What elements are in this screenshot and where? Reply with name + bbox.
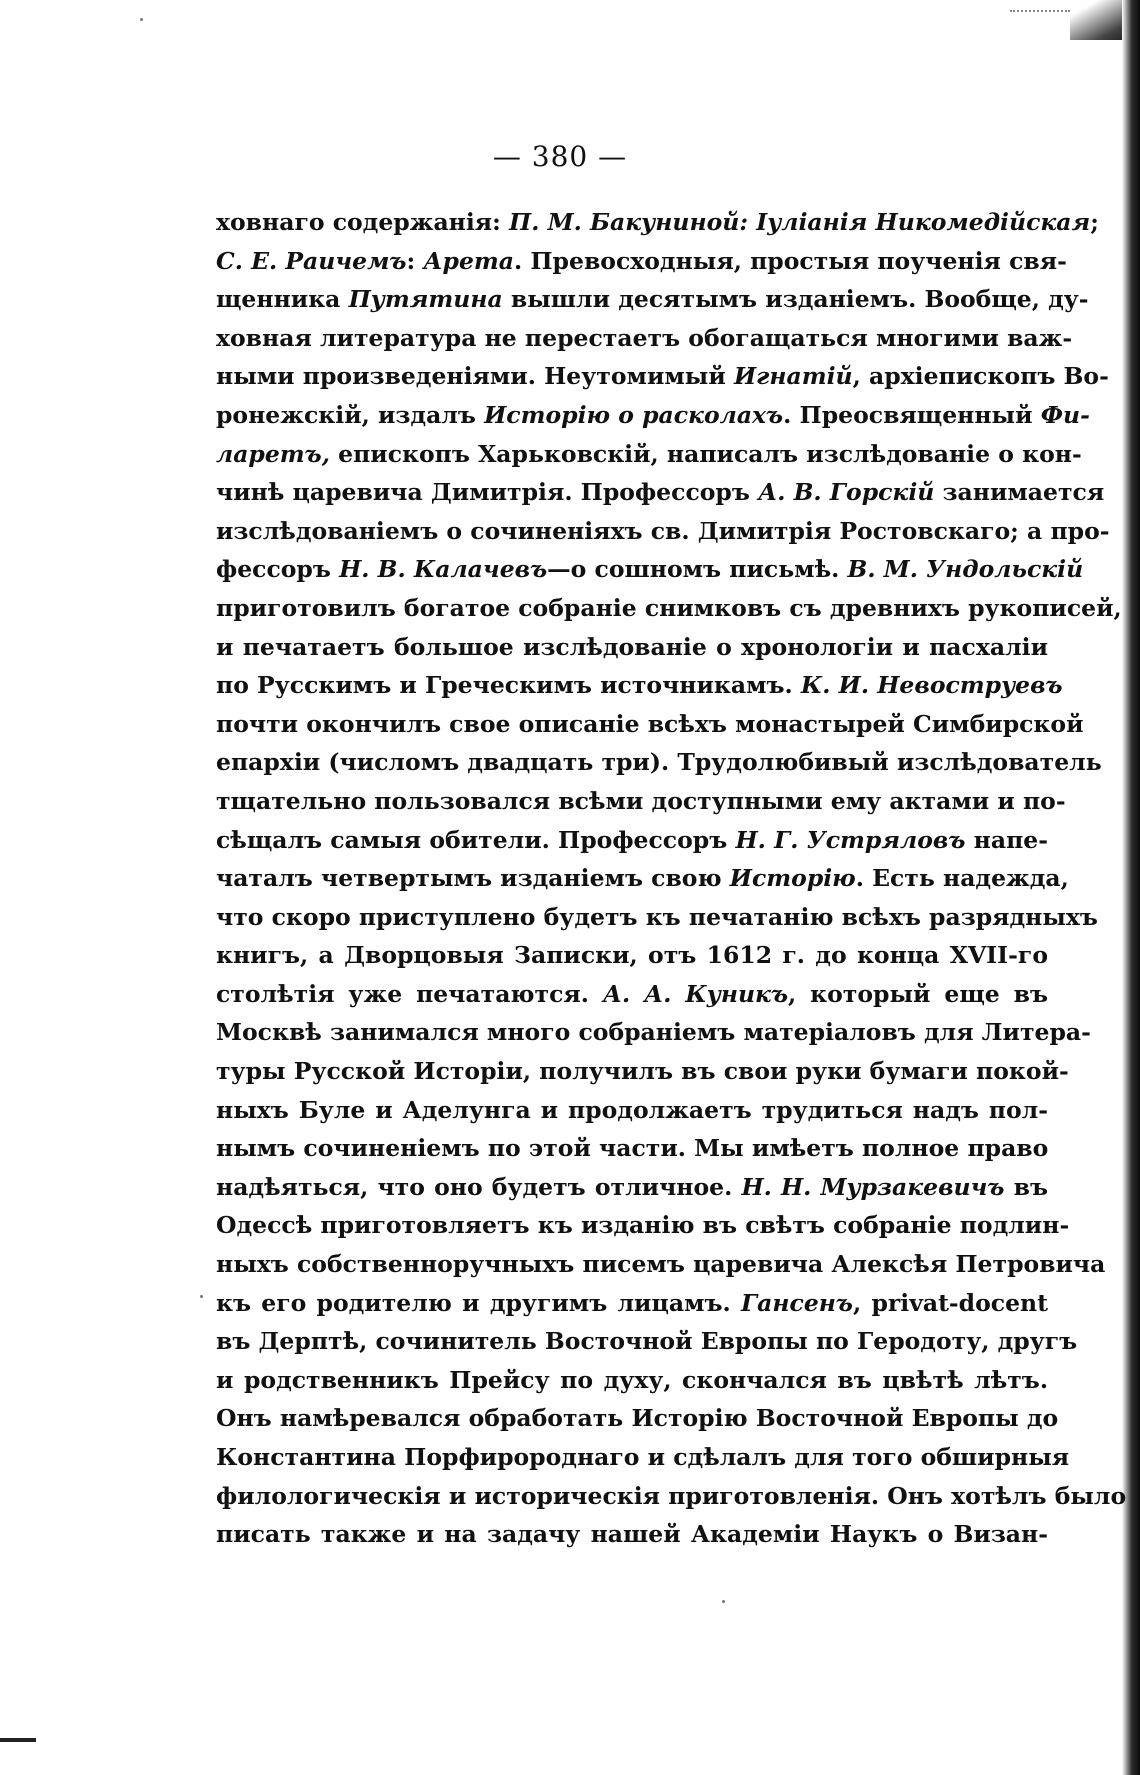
text-segment: , архіепископъ Во- [852, 362, 1109, 391]
text-line [216, 1399, 1059, 1438]
text-segment: почти окончилъ свое описаніе всѣхъ монастырей Симбирской [216, 709, 1084, 738]
text-segment-italic: Арета [423, 246, 514, 275]
text-segment-italic: Н. Н. Мурзакевичъ [741, 1172, 1005, 1201]
text-segment: тщательно пользовался всѣми доступными ему актами и по- [216, 786, 1066, 815]
text-line [216, 357, 1109, 396]
text-segment: чаталъ четвертымъ изданіемъ свою [216, 864, 730, 893]
text-segment: ными произведеніями. Неутомимый [216, 362, 734, 391]
body-text [216, 203, 1127, 1554]
text-segment: ронежскій, издалъ [216, 400, 485, 429]
text-segment-italic: С. Е. Раичемъ [216, 246, 407, 275]
text-segment: вышли десятымъ изданіемъ. Вообще, ду- [502, 285, 1089, 314]
scan-edge-dots [1010, 10, 1070, 14]
text-segment: писать также и на задачу нашей Академіи Наукъ о Визан- [216, 1520, 1048, 1549]
text-line [216, 473, 1105, 512]
text-segment: надѣяться, что оно будетъ отличное. [216, 1172, 742, 1201]
text-segment: ховная литература не перестаетъ обогащаться многими важ- [216, 323, 1073, 352]
text-segment-italic: К. И. Невоструевъ [800, 671, 1063, 700]
text-segment: . Превосходныя, простыя поученія свя- [514, 246, 1067, 275]
text-segment: сѣщалъ самыя обители. Профессоръ [216, 825, 736, 854]
text-line [216, 1438, 1070, 1477]
text-line [216, 1091, 1048, 1130]
text-line [216, 898, 1098, 937]
text-segment-italic: Н. В. Калачевъ [339, 555, 548, 584]
text-line [216, 1052, 1069, 1091]
text-segment-italic: А. А. Куникъ [602, 979, 789, 1008]
text-segment: ховнаго содержанія: [216, 208, 510, 236]
page-number: — 380 — [492, 140, 628, 173]
text-segment: Константина Порфиророднаго и сдѣлалъ для того обширныя [216, 1443, 1070, 1471]
text-line [216, 859, 1069, 898]
text-line [216, 1284, 1048, 1323]
text-segment: столѣтія уже печатаются. [216, 979, 603, 1008]
text-line [216, 203, 1099, 242]
text-segment: Москвѣ занимался много собраніемъ матеріаловъ для Литера- [216, 1018, 1091, 1047]
scan-speck [722, 1600, 725, 1603]
text-segment: фессоръ [216, 555, 340, 584]
text-segment: Одессѣ приготовляетъ къ изданію въ свѣтъ собраніе подлин- [216, 1211, 1070, 1240]
text-line [216, 589, 1122, 628]
text-segment-italic: Исторію [729, 864, 856, 893]
text-line [216, 512, 1110, 551]
text-segment: что скоро приступлено будетъ къ печатанію всѣхъ разрядныхъ [216, 902, 1098, 931]
text-line [216, 1168, 1048, 1207]
text-segment-italic: Путятина [348, 285, 503, 314]
scan-speck [200, 1295, 203, 1298]
text-line [216, 975, 1048, 1014]
text-line [216, 550, 1084, 589]
text-line [216, 743, 1102, 782]
text-segment-italic: Фи- [1040, 400, 1090, 429]
text-line [216, 242, 1067, 281]
text-segment-italic: Н. Г. Устряловъ [735, 825, 966, 854]
text-segment: занимается [934, 478, 1105, 507]
text-segment: , privat-docent [853, 1288, 1048, 1317]
text-segment-italic: В. М. Ундольскій [847, 555, 1084, 584]
text-line [216, 1206, 1070, 1245]
text-segment-italic: ларетъ, [216, 439, 330, 468]
text-segment: —о сошномъ письмѣ. [547, 555, 848, 584]
text-segment: къ его родителю и другимъ лицамъ. [216, 1288, 741, 1317]
text-line [216, 628, 1048, 667]
text-segment: щенника [216, 285, 349, 314]
text-segment-italic: Гансенъ [740, 1288, 854, 1317]
text-segment: и печатаетъ большое изслѣдованіе о хронологіи и пасхаліи [216, 632, 1048, 661]
text-segment: ныхъ Буле и Аделунга и продолжаетъ трудиться надъ пол- [216, 1095, 1048, 1124]
text-line [216, 1322, 1078, 1361]
text-line [216, 1245, 1106, 1284]
text-line [216, 319, 1073, 358]
text-segment: епископъ Харьковскій, написалъ изслѣдованіе о кон- [329, 439, 1082, 468]
text-segment: въ Дерптѣ, сочинитель Восточной Европы по Геродоту, другъ [216, 1327, 1078, 1356]
text-line [216, 435, 1082, 474]
text-segment: епархіи (числомъ двадцать три). Трудолюбивый изслѣдователь [216, 748, 1102, 777]
text-segment-italic: Игнатій [733, 362, 853, 391]
text-segment: : [406, 246, 424, 275]
text-segment: чинѣ царевича Димитрія. Профессоръ [216, 478, 759, 507]
text-segment: Онъ намѣревался обработать Исторію Восточной Европы до [216, 1404, 1059, 1433]
text-segment: приготовилъ богатое собраніе снимковъ съ древнихъ рукописей, [216, 593, 1122, 622]
text-segment-italic: П. М. Бакуниной: Іуліанія Никомедійская [509, 208, 1091, 236]
scan-edge-mark-bottom-left [0, 1738, 36, 1742]
text-line [216, 1013, 1091, 1052]
text-segment-italic: Исторію о расколахъ [484, 400, 784, 429]
text-line [216, 1477, 1127, 1516]
text-line [216, 936, 1048, 975]
text-line [216, 1129, 1048, 1168]
text-line [216, 821, 1048, 860]
text-line [216, 782, 1066, 821]
text-segment: . Есть надежда, [855, 864, 1069, 893]
text-line [216, 396, 1090, 435]
scan-speck [140, 18, 143, 21]
text-segment-italic: А. В. Горскій [758, 478, 935, 507]
text-segment: ; [1090, 208, 1099, 236]
text-segment: . Преосвященный [783, 400, 1041, 429]
text-line [216, 666, 1063, 705]
text-segment: филологическія и историческія приготовленія. Онъ хотѣлъ было [216, 1481, 1127, 1510]
text-segment: , который еще въ [788, 979, 1049, 1008]
text-segment: напе- [965, 825, 1049, 854]
text-line [216, 1361, 1048, 1400]
text-line [216, 1515, 1048, 1554]
text-segment: книгъ, а Дворцовыя Записки, отъ 1612 г. до конца XVII-го [216, 941, 1048, 970]
text-segment: въ [1004, 1172, 1049, 1201]
text-segment: изслѣдованіемъ о сочиненіяхъ св. Димитрія Ростовскаго; а про- [216, 516, 1110, 545]
text-segment: по Русскимъ и Греческимъ источникамъ. [216, 671, 801, 700]
text-segment: туры Русской Исторіи, получилъ въ свои руки бумаги покой- [216, 1057, 1069, 1086]
text-segment: и родственникъ Прейсу по духу, скончался въ цвѣтѣ лѣтъ. [216, 1365, 1048, 1394]
text-line [216, 280, 1089, 319]
text-line [216, 705, 1084, 744]
text-segment: нымъ сочиненіемъ по этой части. Мы имѣетъ полное право [216, 1134, 1049, 1163]
text-segment: ныхъ собственноручныхъ писемъ царевича Алексѣя Петровича [216, 1250, 1106, 1279]
